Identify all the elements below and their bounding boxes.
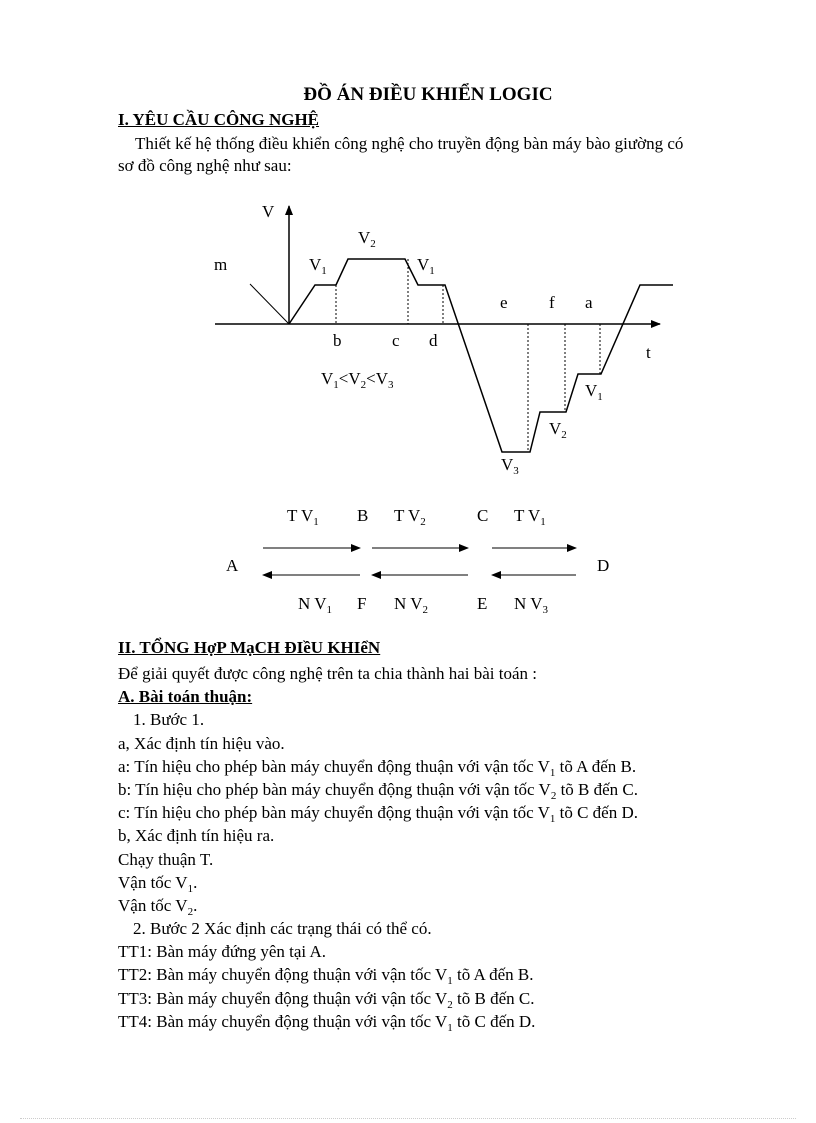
velocity-profile [289, 259, 673, 452]
d-label: d [429, 331, 438, 350]
axis-t-label: t [646, 343, 651, 362]
route-tv1-b: T $V_1$ [514, 506, 546, 528]
step1-line: 1. Bước 1. [133, 710, 205, 730]
route-arrows [263, 548, 576, 575]
axis-v-label: V [262, 202, 275, 221]
c-label: c [392, 331, 400, 350]
route-nv2: N $V_2$ [394, 594, 428, 616]
b-label: b [333, 331, 342, 350]
route-nv1: N $V_1$ [298, 594, 332, 616]
f-label: f [549, 293, 555, 312]
intro-paragraph-line2: sơ đồ công nghệ như sau: [118, 156, 292, 175]
route-point-b: B [357, 506, 369, 525]
route-tv1-a: T $V_1$ [287, 506, 319, 528]
run-forward-line: Chạy thuận T. [118, 849, 214, 869]
m-label: m [214, 255, 228, 274]
speed-v1-line: Vận tốc $V_1$. [118, 872, 198, 895]
intro-paragraph-line1: Thiết kế hệ thống điều khiển công nghệ cho truyền động bàn máy bào giường có [135, 134, 684, 153]
output-signal-heading: b, Xác định tín hiệu ra. [118, 826, 275, 846]
route-nv3: N $V_3$ [514, 594, 548, 616]
e-label: e [500, 293, 508, 312]
neg-v1-label: $V_1$ [585, 381, 603, 403]
page-bottom-rule [20, 1118, 796, 1119]
intro-line: Để giải quyết được công nghệ trên ta chia thành hai bài toán : [118, 664, 537, 683]
state-tt3-line: TT3: Bàn máy chuyển động thuận với vận tốc $V_2$ tõ B đến C. [118, 988, 535, 1011]
v1-right-label: $V_1$ [417, 255, 435, 277]
neg-v2-label: $V_2$ [549, 419, 567, 441]
input-signal-heading: a, Xác định tín hiệu vào. [118, 733, 285, 753]
route-point-e: E [477, 594, 488, 613]
route-tv2: T $V_2$ [394, 506, 426, 528]
route-point-d: D [597, 556, 610, 575]
a-label: a [585, 293, 593, 312]
synthesis-body [118, 662, 758, 1033]
section-heading-synthesis: II. TỔNG HợP MạCH ĐIềU KHIểN [118, 638, 381, 657]
state-tt1-line: TT1: Bàn máy đứng yên tại A. [118, 942, 326, 962]
route-point-a: A [226, 556, 239, 575]
page-title: ĐỒ ÁN ĐIỀU KHIỂN LOGIC [303, 84, 553, 105]
inequality-label: $V_1<V_2<V_3$ [321, 369, 394, 391]
route-point-c: C [477, 506, 489, 525]
speed-v2-line: Vận tốc $V_2$. [118, 895, 198, 918]
route-point-f: F [357, 594, 367, 613]
signal-b-line: b: Tín hiệu cho phép bàn máy chuyển động thuận với vận tốc $V_2$ tõ B đến C. [118, 779, 639, 802]
section-heading-requirements: I. YÊU CẦU CÔNG NGHỆ [118, 110, 320, 129]
v2-top-label: $V_2$ [358, 228, 376, 250]
v1-left-label: $V_1$ [309, 255, 327, 277]
signal-a-line: a: Tín hiệu cho phép bàn máy chuyển động thuận với vận tốc $V_1$ tõ A đến B. [118, 756, 637, 779]
subsection-a-heading: A. Bài toán thuận: [118, 687, 253, 707]
neg-v3-label: $V_3$ [501, 455, 519, 477]
state-tt2-line: TT2: Bàn máy chuyển động thuận với vận tốc $V_1$ tõ A đến B. [118, 965, 534, 988]
state-tt4-line: TT4: Bàn máy chuyển động thuận với vận tốc $V_1$ tõ C đến D. [118, 1011, 536, 1034]
step2-line: 2. Bước 2 Xác định các trạng thái có thể có. [133, 919, 432, 939]
signal-c-line: c: Tín hiệu cho phép bàn máy chuyển động thuận với vận tốc $V_1$ tõ C đến D. [118, 803, 638, 826]
m-line [250, 284, 289, 324]
